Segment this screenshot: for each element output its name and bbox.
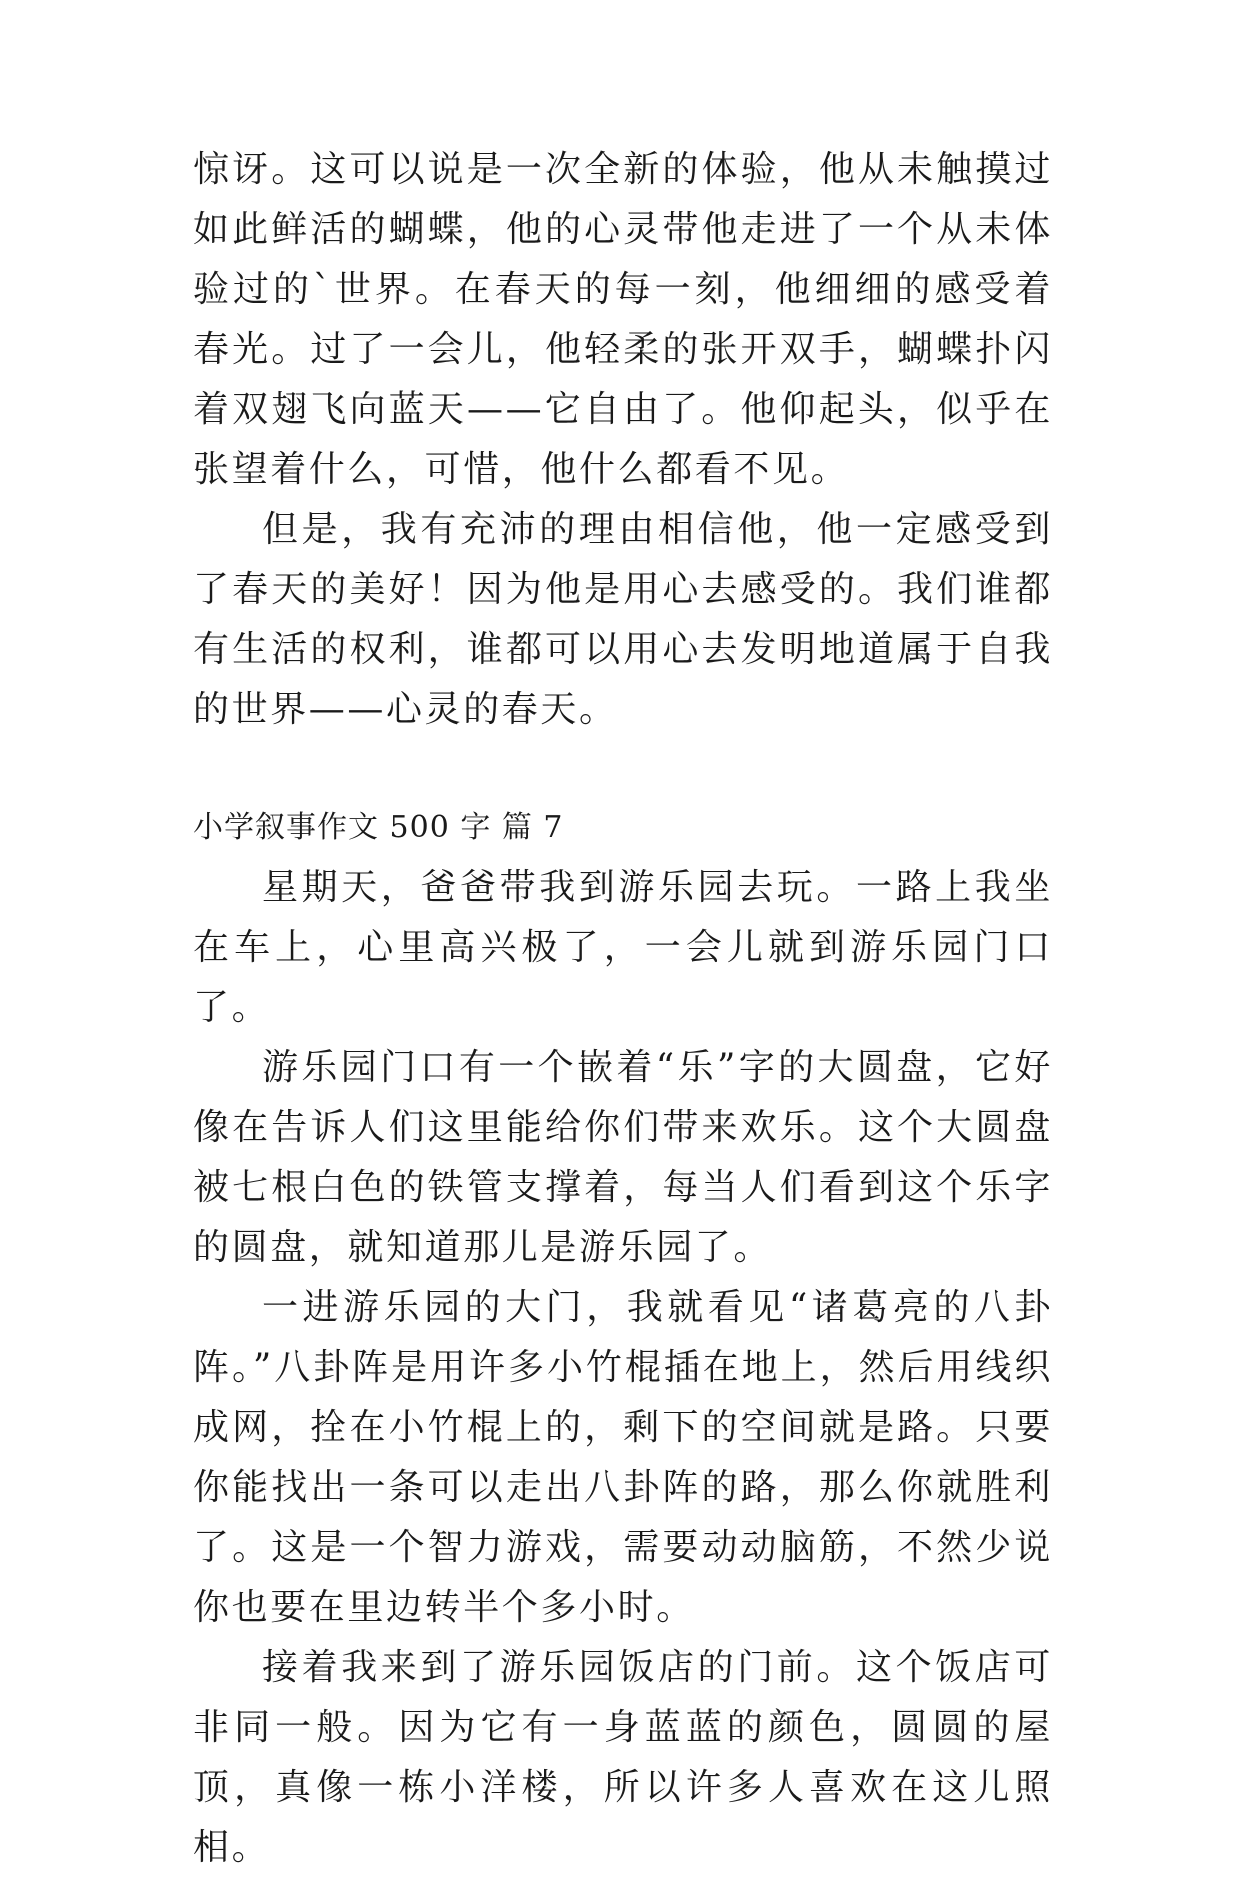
paragraph: 接着我来到了游乐园饭店的门前。这个饭店可非同一般。因为它有一身蓝蓝的颜色，圆圆的屋顶，真像一栋小洋楼，所以许多人喜欢在这儿照相。 bbox=[193, 1647, 1053, 1868]
section-heading: 小学叙事作文 500 字 篇 7 bbox=[193, 810, 564, 845]
paragraph: 游乐园门口有一个嵌着“乐”字的大圆盘，它好像在告诉人们这里能给你们带来欢乐。这个大圆盘被七根白色的铁管支撑着，每当人们看到这个乐字的圆盘，就知道那儿是游乐园了。 bbox=[193, 1047, 1053, 1268]
paragraph: 但是，我有充沛的理由相信他，他一定感受到了春天的美好！因为他是用心去感受的。我们谁都有生活的权利，谁都可以用心去发明地道属于自我的世界——心灵的春天。 bbox=[193, 509, 1053, 730]
document-body bbox=[193, 140, 1053, 1878]
paragraph: 一进游乐园的大门，我就看见“诸葛亮的八卦阵。”八卦阵是用许多小竹棍插在地上，然后用线织成网，拴在小竹棍上的，剩下的空间就是路。只要你能找出一条可以走出八卦阵的路，那么你就胜利了。这是一个智力游戏，需要动动脑筋，不然少说你也要在里边转半个多小时。 bbox=[193, 1287, 1053, 1628]
paragraph: 星期天，爸爸带我到游乐园去玩。一路上我坐在车上，心里高兴极了，一会儿就到游乐园门口了。 bbox=[193, 867, 1053, 1028]
paragraph-continued: 惊讶。这可以说是一次全新的体验，他从未触摸过如此鲜活的蝴蝶，他的心灵带他走进了一个从未体验过的`世界。在春天的每一刻，他细细的感受着春光。过了一会儿，他轻柔的张开双手，蝴蝶扑闪着双翅飞向蓝天——它自由了。他仰起头，似乎在张望着什么，可惜，他什么都看不见。 bbox=[193, 149, 1053, 490]
